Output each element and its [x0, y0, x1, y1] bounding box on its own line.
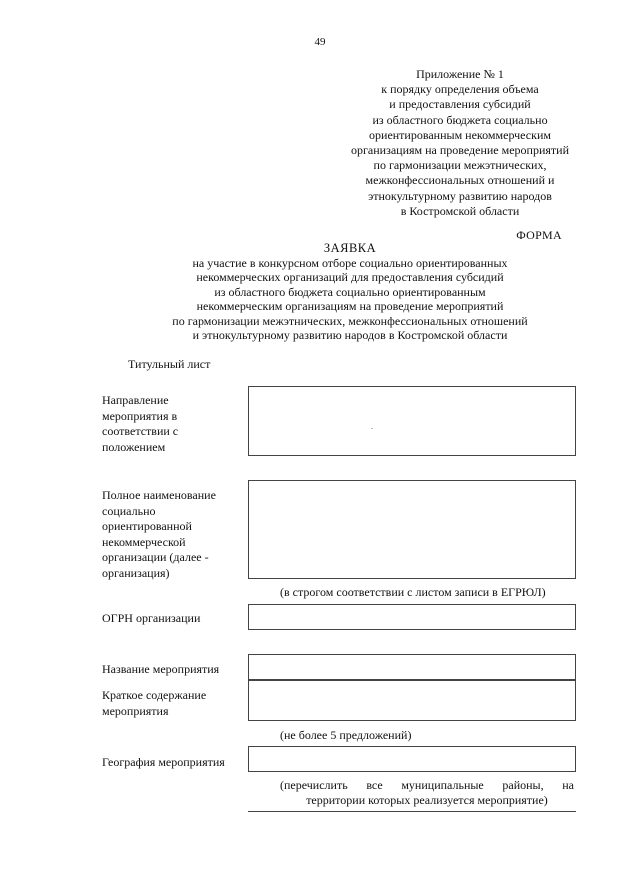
geography-label: География мероприятия — [102, 755, 225, 769]
label-line: организация) — [102, 565, 170, 580]
event-summary-note: (не более 5 предложений) — [280, 728, 412, 742]
direction-label — [102, 393, 252, 455]
event-name-field[interactable] — [248, 654, 576, 680]
page-number: 49 — [314, 36, 326, 48]
event-summary-field[interactable] — [248, 680, 576, 721]
document-title: ЗАЯВКА — [323, 241, 377, 255]
org-name-field[interactable] — [248, 480, 576, 579]
appendix-line: к порядку определения объема — [381, 82, 539, 97]
ogrn-field[interactable] — [248, 604, 576, 630]
label-line: соответствии с — [102, 424, 179, 438]
event-summary-label — [102, 688, 252, 719]
subtitle-line: некоммерческим организациям на проведение мероприятий — [196, 299, 504, 314]
subtitle-line: из областного бюджета социально ориентированным — [214, 284, 486, 299]
label-line: мероприятия — [102, 703, 169, 718]
subtitle-line: на участие в конкурсном отборе социально ориентированных — [192, 256, 508, 270]
label-line: некоммерческой — [102, 534, 186, 549]
org-name-label — [102, 488, 252, 581]
subtitle-line: по гармонизации межэтнических, межконфессиональных отношений — [172, 313, 528, 328]
geography-note-line: территории которых реализуется мероприятие) — [306, 793, 548, 807]
subtitle-line: некоммерческих организаций для предоставления субсидий — [196, 270, 504, 285]
label-line: положением — [102, 439, 166, 454]
subtitle-line: и этнокультурному развитию народов в Костромской области — [192, 328, 508, 343]
label-line: Краткое содержание — [102, 688, 207, 702]
geography-field[interactable] — [248, 746, 576, 772]
appendix-line: в Костромской области — [400, 203, 520, 218]
appendix-line: из областного бюджета социально — [372, 112, 548, 127]
scan-speck — [371, 428, 373, 429]
cover-sheet-label: Титульный лист — [128, 357, 211, 371]
bottom-rule — [248, 811, 576, 812]
appendix-line: этнокультурному развитию народов — [368, 188, 552, 203]
appendix-line: по гармонизации межэтнических, — [373, 158, 547, 173]
appendix-line: и предоставления субсидий — [389, 97, 531, 112]
ogrn-label: ОГРН организации — [102, 611, 201, 625]
appendix-line: Приложение № 1 — [416, 67, 504, 81]
geography-note — [280, 778, 574, 808]
label-line: социально — [102, 503, 156, 518]
label-line: ориентированной — [102, 519, 192, 533]
label-line: Направление — [102, 393, 169, 407]
org-name-note: (в строгом соответствии с листом записи в ЕГРЮЛ) — [280, 585, 546, 599]
form-label: ФОРМА — [516, 228, 562, 242]
document-subtitle — [0, 256, 640, 342]
appendix-line: организациям на проведение мероприятий — [350, 143, 570, 158]
label-line: организации (далее - — [102, 550, 209, 564]
event-name-label: Название мероприятия — [102, 662, 220, 676]
geography-note-line: (перечислить все муниципальные районы, на — [280, 778, 574, 792]
appendix-line: межконфессиональных отношений и — [365, 173, 555, 188]
label-line: мероприятия в — [102, 408, 178, 423]
direction-field[interactable] — [248, 386, 576, 456]
appendix-line: ориентированным некоммерческим — [369, 127, 551, 142]
label-line: Полное наименование — [102, 488, 216, 502]
appendix-header — [330, 67, 590, 219]
